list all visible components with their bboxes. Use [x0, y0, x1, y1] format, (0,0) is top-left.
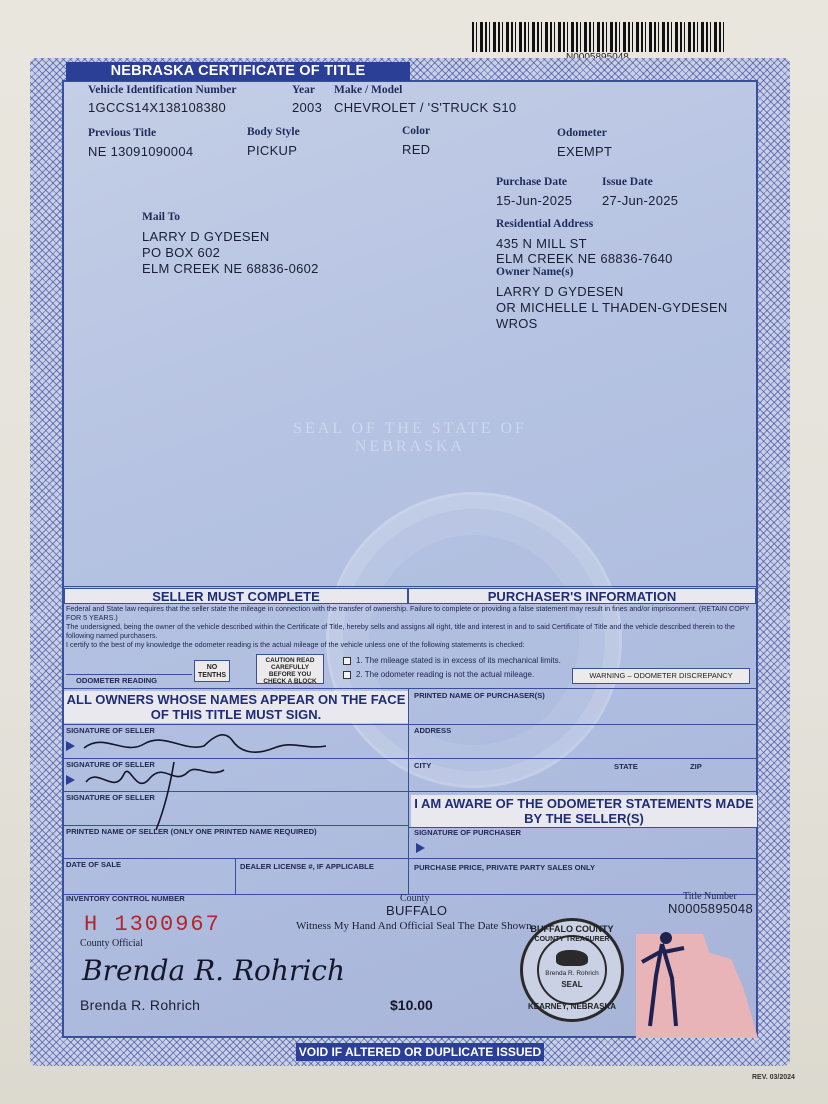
- divider: [62, 858, 758, 859]
- purchase-date-label: Purchase Date: [496, 176, 568, 188]
- odometer-value: EXEMPT: [557, 144, 613, 159]
- certify-notice: I certify to the best of my knowledge the odometer reading is the actual mileage of the vehicle unless one of the following statements is checked:: [66, 640, 525, 649]
- county-official-label: County Official: [80, 938, 143, 949]
- body-style-label: Body Style: [247, 126, 300, 138]
- body-style-value: PICKUP: [247, 143, 298, 158]
- statement-1: 1. The mileage stated is in excess of its mechanical limits.: [356, 656, 561, 665]
- mail-to-label: Mail To: [142, 211, 181, 223]
- inventory-label: INVENTORY CONTROL NUMBER: [66, 894, 185, 903]
- make-value: CHEVROLET / 'S'TRUCK S10: [334, 100, 517, 115]
- divider: [62, 586, 758, 587]
- divider: [235, 858, 236, 894]
- mail-to-line1: LARRY D GYDESEN: [142, 229, 270, 244]
- issue-date-label: Issue Date: [602, 176, 653, 188]
- owner-line1: LARRY D GYDESEN: [496, 284, 624, 299]
- county-seal-top: BUFFALO COUNTY: [530, 924, 614, 934]
- printed-seller-label: PRINTED NAME OF SELLER (ONLY ONE PRINTED NAME REQUIRED): [66, 827, 317, 836]
- county-label: County: [400, 893, 430, 904]
- state-label: STATE: [614, 762, 638, 771]
- barcode: [472, 22, 724, 52]
- purchase-price-label: PURCHASE PRICE, PRIVATE PARTY SALES ONLY: [414, 863, 596, 872]
- no-tenths-box: NO TENTHS: [194, 660, 230, 682]
- odometer-underline: [66, 674, 192, 675]
- bison-icon: [556, 950, 588, 966]
- color-label: Color: [402, 125, 431, 137]
- sign-here-arrow-icon: [416, 843, 425, 853]
- seller-signature-label-1: SIGNATURE OF SELLER: [66, 726, 155, 735]
- owner-line2: OR MICHELLE L THADEN-GYDESEN: [496, 300, 728, 315]
- residential-line2: ELM CREEK NE 68836-7640: [496, 251, 673, 266]
- statement-2: 2. The odometer reading is not the actual mileage.: [356, 670, 535, 679]
- previous-title-label: Previous Title: [88, 127, 157, 139]
- sower-figure-icon: [632, 928, 702, 1034]
- control-number: H 1300967: [84, 912, 221, 937]
- vin-value: 1GCCS14X138108380: [88, 100, 227, 115]
- assignment-notice: The undersigned, being the owner of the vehicle described within the Certificate of Title, hereby sells and assigns all right, title and interest in and to said Certificate of Title and the vehicle described therein to the following named purchasers.: [66, 622, 735, 640]
- printed-purchaser-label: PRINTED NAME OF PURCHASER(S): [414, 691, 545, 700]
- mail-to-line3: ELM CREEK NE 68836-0602: [142, 261, 319, 276]
- purchaser-header: PURCHASER'S INFORMATION: [408, 588, 756, 604]
- date-of-sale-label: DATE OF SALE: [66, 860, 122, 869]
- revision-code: REV. 03/2024: [752, 1074, 795, 1081]
- official-name: Brenda R. Rohrich: [80, 997, 201, 1013]
- zip-label: ZIP: [690, 762, 702, 771]
- seller-header: SELLER MUST COMPLETE: [64, 588, 408, 604]
- seller-signatures: [64, 726, 344, 836]
- divider: [62, 688, 758, 689]
- dealer-license-label: DEALER LICENSE #, IF APPLICABLE: [240, 862, 374, 871]
- issue-date-value: 27-Jun-2025: [602, 193, 679, 208]
- vin-label: Vehicle Identification Number: [88, 84, 237, 96]
- county-seal-name: Brenda R. Rohrich: [545, 970, 599, 977]
- odometer-label: Odometer: [557, 127, 607, 139]
- county-value: BUFFALO: [386, 903, 448, 918]
- owner-names-label: Owner Name(s): [496, 266, 574, 278]
- state-seal-text: SEAL OF THE STATE OF NEBRASKA: [293, 420, 527, 455]
- fee-amount: $10.00: [390, 997, 433, 1013]
- county-seal-word: SEAL: [561, 980, 583, 989]
- previous-title-value: NE 13091090004: [88, 144, 194, 159]
- all-owners-notice: ALL OWNERS WHOSE NAMES APPEAR ON THE FACE OF THIS TITLE MUST SIGN.: [64, 691, 408, 723]
- color-value: RED: [402, 142, 431, 157]
- divider: [62, 724, 758, 725]
- county-seal-bottom: KEARNEY, NEBRASKA: [527, 1002, 616, 1011]
- official-signature: Brenda R. Rohrich: [82, 954, 345, 987]
- void-notice: VOID IF ALTERED OR DUPLICATE ISSUED: [296, 1043, 544, 1061]
- mail-to-line2: PO BOX 602: [142, 245, 221, 260]
- purchaser-signature-label: SIGNATURE OF PURCHASER: [414, 828, 522, 837]
- odometer-reading-label: ODOMETER READING: [76, 676, 158, 685]
- seller-signature-label-2: SIGNATURE OF SELLER: [66, 760, 155, 769]
- odometer-discrepancy-warning: WARNING – ODOMETER DISCREPANCY: [572, 668, 750, 684]
- address-label: ADDRESS: [414, 726, 452, 735]
- document-title: NEBRASKA CERTIFICATE OF TITLE: [66, 62, 410, 81]
- county-seal-mid: COUNTY TREASURER: [534, 936, 610, 943]
- mileage-notice: Federal and State law requires that the seller state the mileage in connection with the transfer of ownership. Failure to complete or providing a false statement may result in fines and/or imprisonment. (RETAIN COPY FOR 5 YEARS.): [66, 604, 750, 622]
- caution-box: CAUTION READ CAREFULLY BEFORE YOU CHECK A BLOCK: [256, 654, 324, 684]
- not-actual-checkbox[interactable]: [343, 671, 351, 679]
- title-number-value: N0005895048: [668, 901, 753, 916]
- year-value: 2003: [292, 100, 323, 115]
- make-label: Make / Model: [334, 84, 403, 96]
- purchase-date-value: 15-Jun-2025: [496, 193, 573, 208]
- mileage-excess-checkbox[interactable]: [343, 657, 351, 665]
- owner-line3: WROS: [496, 316, 538, 331]
- odometer-aware-notice: I AM AWARE OF THE ODOMETER STATEMENTS MADE BY THE SELLER(S): [411, 795, 757, 827]
- residential-line1: 435 N MILL ST: [496, 236, 587, 251]
- residential-label: Residential Address: [496, 218, 594, 230]
- city-label: CITY: [414, 761, 432, 770]
- year-label: Year: [292, 84, 315, 96]
- witness-statement: Witness My Hand And Official Seal The Date Shown: [296, 920, 532, 932]
- title-number-label: Title Number: [683, 891, 737, 902]
- seller-signature-label-3: SIGNATURE OF SELLER: [66, 793, 155, 802]
